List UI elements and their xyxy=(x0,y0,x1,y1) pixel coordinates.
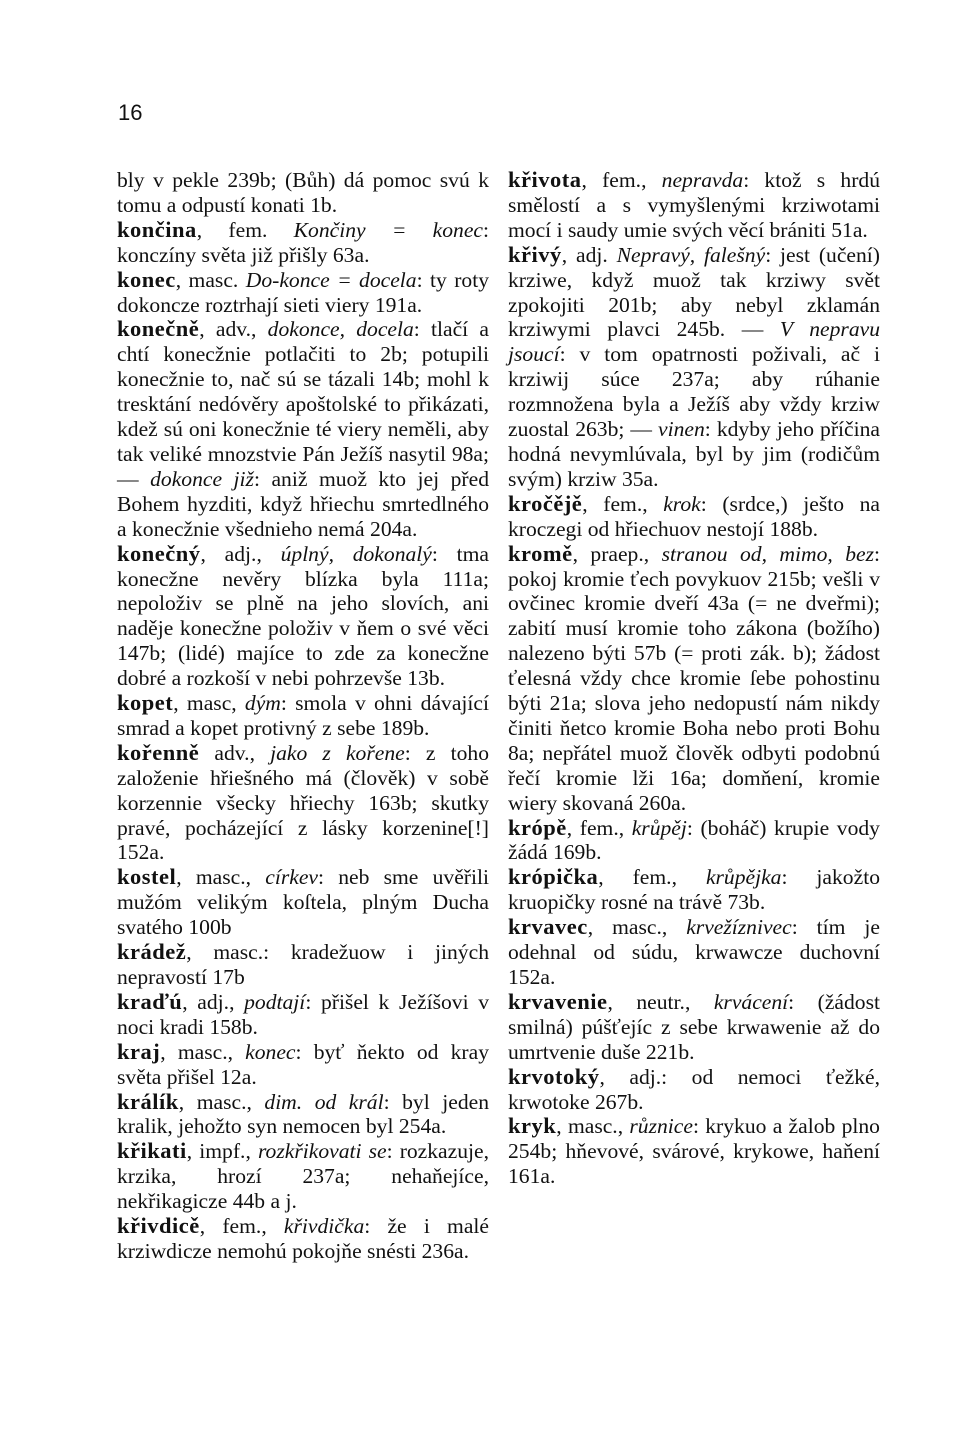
entry-headword: kročějě xyxy=(508,490,583,516)
entry-text: , masc., xyxy=(587,915,687,940)
entry-text: : jest (učení) krziwe, když muož tak krziwy svět zpokojiti 201b; aby nebyl zklamán krziwymi plavci 245b. — xyxy=(508,242,880,342)
entry-text: , fem., xyxy=(581,168,662,192)
entry-text: , masc, xyxy=(173,691,245,716)
entry-text: , praep., xyxy=(572,541,662,566)
entry-text: : (žádost smilná) púšťejíc z sebe krwawenie až do umrtvenie duše 221b. xyxy=(508,989,880,1064)
entry-text: , adj.: od nemoci ťežké, krwotoke 267b. xyxy=(508,1064,880,1114)
entry-text: : smola v ohni dávající smrad a kopet protivný z sebe 189b. xyxy=(117,691,489,740)
entry-gloss: úplný, dokonalý xyxy=(280,541,432,566)
dictionary-entry xyxy=(117,268,489,318)
entry-gloss: Do-konce = docela xyxy=(245,267,417,292)
entry-gloss: stranou od, mimo, bez xyxy=(661,541,874,566)
entry-gloss: dim. od král xyxy=(264,1089,384,1114)
entry-text: : neb sme uvěřili mužóm velikým koſtela, plným Ducha svatého 100b xyxy=(117,865,489,940)
dictionary-entry xyxy=(117,741,489,866)
entry-gloss: krvácení xyxy=(713,989,789,1014)
dictionary-entry xyxy=(117,218,489,268)
entry-headword: krvotoký xyxy=(508,1063,600,1089)
entry-gloss: Končiny = konec xyxy=(293,217,483,242)
entry-text: , masc., xyxy=(176,865,266,890)
dictionary-entry xyxy=(508,492,880,542)
entry-text: , adj., xyxy=(200,541,281,566)
dictionary-entry xyxy=(508,816,880,866)
entry-gloss: dokonce, docela xyxy=(267,317,414,342)
entry-gloss: křivdička xyxy=(283,1214,365,1239)
entry-headword: krópička xyxy=(508,864,599,890)
entry-text: , fem. xyxy=(196,217,294,242)
entry-headword: křikati xyxy=(117,1138,187,1164)
entry-headword: křivdicě xyxy=(117,1213,200,1239)
entry-text: : (boháč) krupie vody žádá 169b. xyxy=(508,815,880,865)
entry-headword: konečný xyxy=(117,540,201,566)
dictionary-entry xyxy=(117,1214,489,1264)
entry-headword: křivý xyxy=(508,241,562,267)
entry-headword: končina xyxy=(117,216,197,242)
entry-text: bly v pekle 239b; (Bůh) dá pomoc svú k tomu a odpustí konati 1b. xyxy=(117,168,489,217)
entry-gloss: podtají xyxy=(244,989,306,1014)
dictionary-entry xyxy=(117,1139,489,1214)
entry-gloss: církev xyxy=(265,865,318,890)
entry-headword: konečně xyxy=(117,316,200,342)
entry-text: , neutr., xyxy=(607,989,714,1014)
entry-text: , fem., xyxy=(566,815,632,840)
entry-text: , masc., xyxy=(178,1089,265,1114)
entry-gloss: krok xyxy=(663,491,701,516)
entry-text: : konczíny světa již přišly 63a. xyxy=(117,217,489,267)
entry-text: : rozkazuje, krzika, hrozí 237a; nehaňejíce, nekřikagicze 44b a j. xyxy=(117,1139,490,1214)
entry-headword: krópě xyxy=(508,814,567,840)
entry-text: adv., xyxy=(199,740,271,765)
right-column xyxy=(508,168,880,1189)
entry-text: : z toho založenie hřiešného má (člověk) v sobě korzennie všecky hřiechy 163b; skutky pravé, pocházející z lásky korzenine[!] 152a. xyxy=(117,740,489,865)
entry-text: : tma konecžne nevěry blízka byla 111a; nepoloživ se plně na jeho slovích, ani naděje konecžne položiv v ňem o své věci 147b; (lidé) majíce to zde za konecžne dobré a rozkoší v nebi pohrzevše 13b. xyxy=(117,541,490,691)
entry-text: , masc. xyxy=(175,267,246,292)
entry-gloss: Nepravý, falešný xyxy=(616,242,766,267)
entry-headword: krádež xyxy=(117,939,187,965)
dictionary-entry xyxy=(508,542,880,816)
entry-headword: konec xyxy=(117,266,176,292)
entry-text: : pokoj kromie ťech povykuov 215b; vešli v ovčinec kromie dveří 43a (= ne dveřmi); zabití musí kromie toho zákona (božího) nalezeno býti 57b (= proti zák. b); žádost ťelesná vždy chce kromie ſebe pohostinu býti 21a; slova jeho nedopustí nám nikdy činiti ňetco kromie Boha nebo proti Bohu 8a; nepřátel muož člověk odbyti podobnú řečí kromie lži 16a; domňení, kromie wiery skovaná 260a. xyxy=(508,541,880,815)
entry-headword: kryk xyxy=(508,1113,557,1139)
dictionary-entry xyxy=(117,865,489,940)
entry-text: : ty roty dokoncze roztrhají sieti viery 191a. xyxy=(117,267,489,317)
dictionary-entry xyxy=(117,1090,489,1140)
entry-text: , adj. xyxy=(561,242,617,267)
left-column xyxy=(117,168,489,1264)
entry-text: : ktož s hrdú smělostí a s vymyšlenými krziwotami mocí i saudy umie svých věcí brániti 51a. xyxy=(508,168,880,242)
entry-text: , masc., xyxy=(160,1039,246,1064)
dictionary-entry xyxy=(117,1040,489,1090)
entry-text: , adj., xyxy=(182,989,245,1014)
entry-text: : (srdce,) ješto na kroczegi od hřiechuov nestojí 188b. xyxy=(508,491,880,541)
entry-text: : kdyby jeho příčina hodná nevymlúvala, byl by jim (rodičům svým) krziw 35a. xyxy=(508,417,880,491)
entry-text: , masc.: kradežuow i jiných nepravostí 17b xyxy=(117,940,489,989)
entry-gloss: dým xyxy=(244,691,281,716)
entry-headword: kořenně xyxy=(117,739,200,765)
dictionary-entry xyxy=(508,915,880,990)
entry-text: : krykuo a žalob plno 254b; hňevové, svárové, krykowe, haňení 161a. xyxy=(508,1114,880,1189)
entry-text: : že i malé krziwdicze nemohú pokojňe snésti 236a. xyxy=(117,1214,489,1263)
entry-gloss: rozkřikovati se xyxy=(257,1139,387,1164)
entry-text: : tlačí a chtí konecžnie potlačiti to 2b; potupili konecžnie to, nač sú se tázali 14b; mohl k tresktání nedóvěry apoštolské to přikázati, kdež sú oni konecžnie té viery neměli, aby tak veliké mnozstvie Pán Ježíš nasytil 98a; — xyxy=(117,317,489,491)
entry-headword: kraj xyxy=(117,1038,161,1064)
entry-headword: kostel xyxy=(117,864,177,890)
entry-headword: křivota xyxy=(508,167,582,192)
entry-gloss: různice xyxy=(629,1114,693,1139)
dictionary-entry xyxy=(117,990,489,1040)
entry-headword: králík xyxy=(117,1088,179,1114)
entry-headword: kraďú xyxy=(117,988,183,1014)
entry-gloss: konec xyxy=(245,1039,296,1064)
entry-headword: kromě xyxy=(508,540,573,566)
dictionary-entry xyxy=(508,243,880,492)
entry-gloss: krůpěj xyxy=(631,815,687,840)
dictionary-entry xyxy=(117,168,489,218)
entry-text: : přišel k Ježíšovi v noci kradi 158b. xyxy=(117,989,490,1039)
entry-gloss: krůpějka xyxy=(705,865,782,890)
entry-gloss: krvežíznivec xyxy=(686,915,792,940)
entry-text: : byť ňekto od kray světa přišel 12a. xyxy=(117,1039,489,1089)
entry-text: , masc., xyxy=(556,1114,630,1139)
entry-gloss: vinen xyxy=(658,417,705,442)
entry-headword: krvavenie xyxy=(508,988,608,1014)
entry-text: : v tom opatrnosti poživali, ač i krziwij súce 237a; aby rúhanie rozmnožena byla a Ježíš aby vždy krziw zuostal 263b; — xyxy=(508,342,880,442)
entry-text: , fem., xyxy=(582,491,664,516)
dictionary-entry xyxy=(117,542,489,691)
entry-gloss: jako z kořene xyxy=(270,740,405,765)
entry-headword: krvavec xyxy=(508,914,588,940)
dictionary-entry xyxy=(508,990,880,1065)
entry-text: : byl jeden kralik, jehožto syn nemocen byl 254a. xyxy=(117,1089,490,1139)
entry-text: , adv., xyxy=(199,317,268,342)
dictionary-entry xyxy=(508,1065,880,1115)
dictionary-entry xyxy=(508,865,880,915)
entry-gloss: dokonce již xyxy=(150,466,254,491)
dictionary-entry xyxy=(508,168,880,243)
entry-text: , fem., xyxy=(199,1214,284,1239)
entry-text: : jakožto kruopičky rosné na trávě 73b. xyxy=(508,865,880,915)
dictionary-entry xyxy=(117,317,489,541)
entry-text: , fem., xyxy=(598,865,706,890)
entry-text: : tím je odehnal od súdu, krwawcze duchovní 152a. xyxy=(508,915,880,989)
entry-gloss: V nepravu jsoucí xyxy=(508,317,880,367)
entry-headword: kopet xyxy=(117,690,174,716)
dictionary-entry xyxy=(508,1114,880,1189)
dictionary-entry xyxy=(117,940,489,990)
dictionary-entry xyxy=(117,691,489,741)
page-number: 16 xyxy=(118,100,143,125)
entry-text: , impf., xyxy=(186,1139,258,1164)
entry-text: : aniž muož kto jej před Bohem hyzditi, když hřiechu smrtedlného a konecžnie všednieho nemá 204a. xyxy=(117,466,489,541)
entry-gloss: nepravda xyxy=(661,168,744,192)
